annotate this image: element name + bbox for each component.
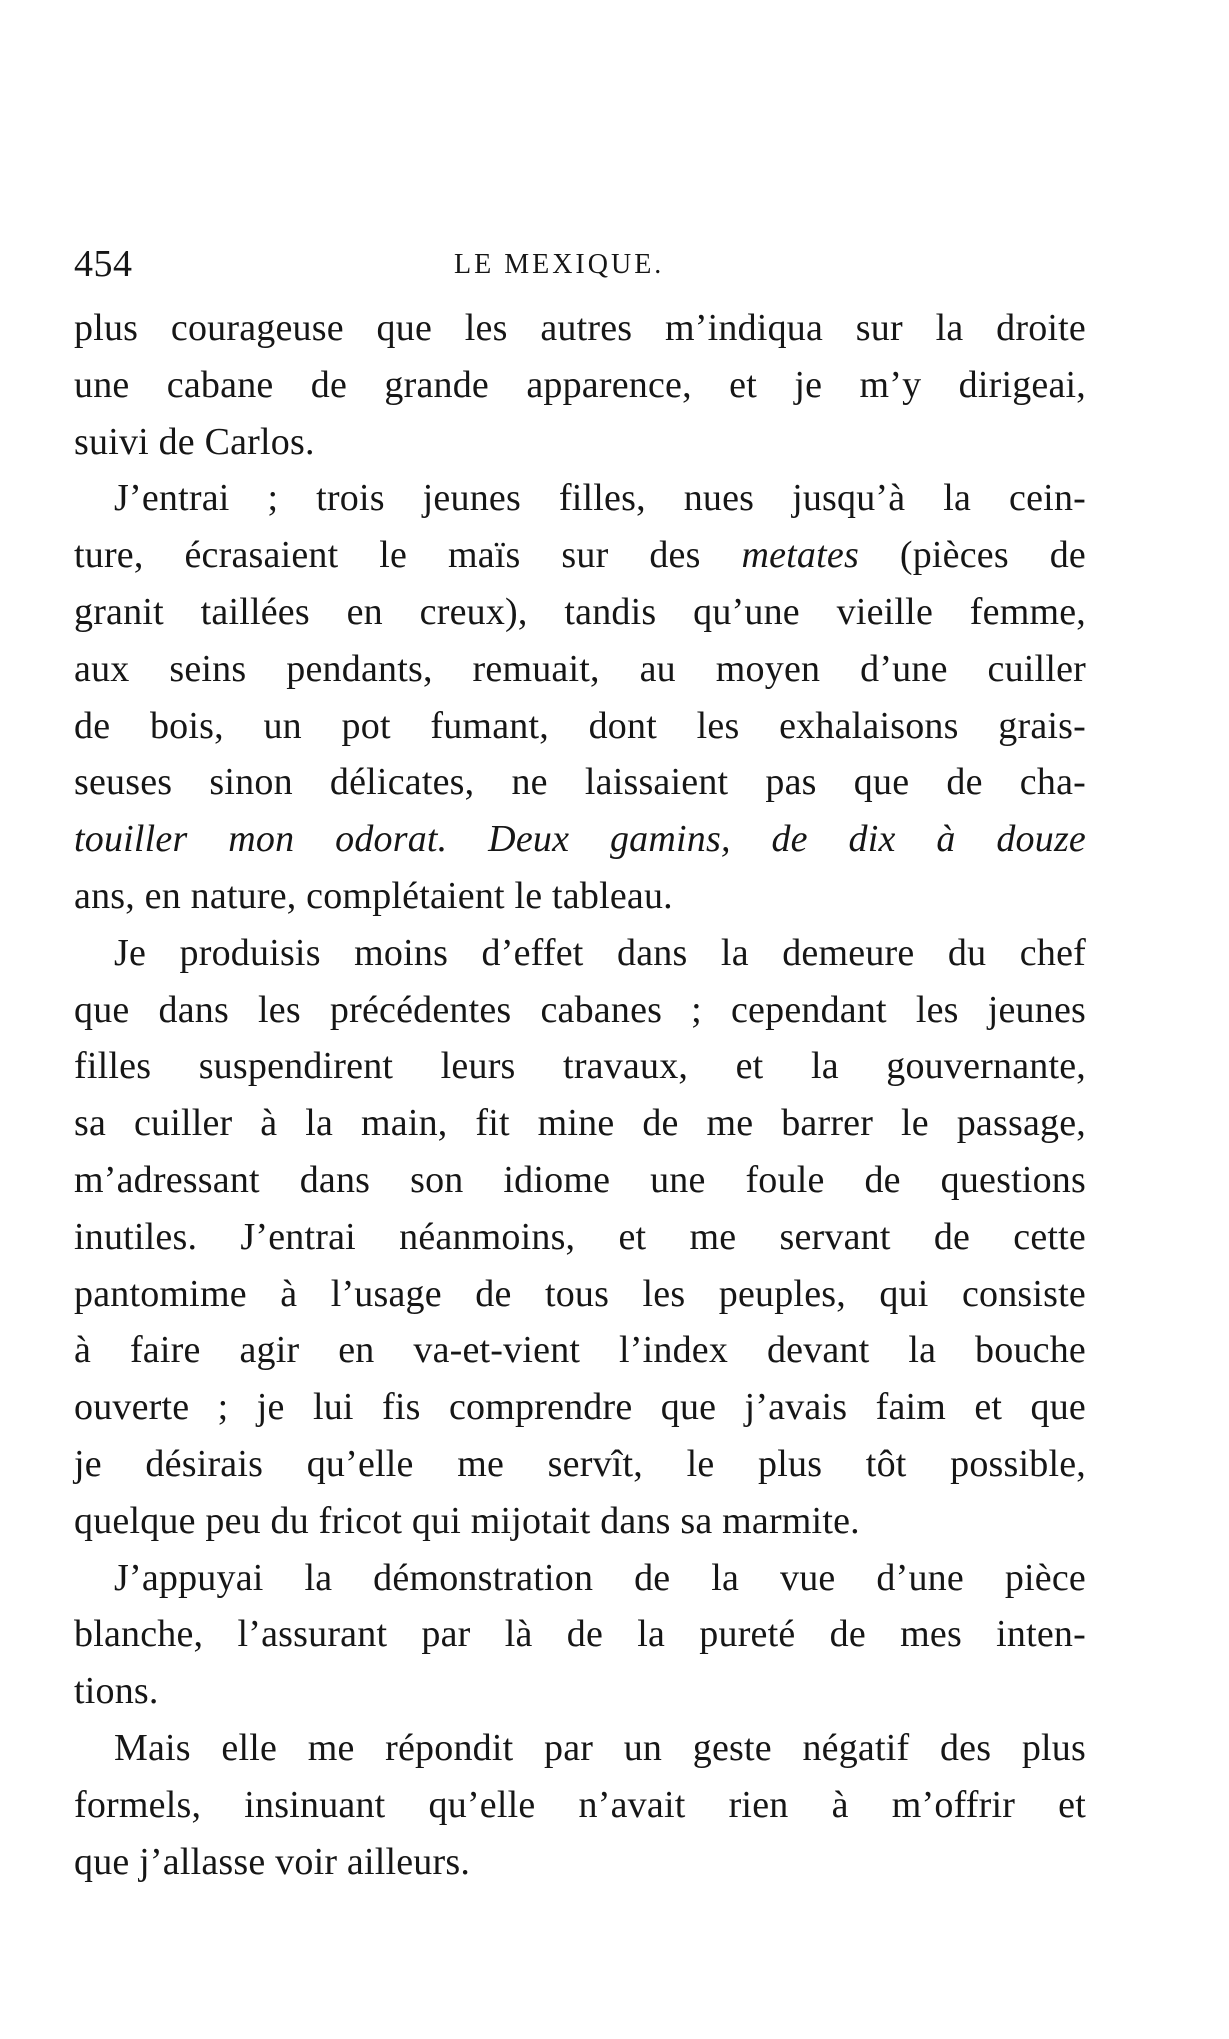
paragraph-5 [74, 1720, 1086, 1890]
text-line: à faire agir en va-et-vient l’index devant la bouche [74, 1329, 1086, 1372]
text-line: ouverte ; je lui fis comprendre que j’avais faim et que [74, 1386, 1086, 1429]
text-line: pantomime à l’usage de tous les peuples, qui consiste [74, 1272, 1086, 1315]
paragraph-2 [74, 470, 1086, 924]
text-line: ans, en nature, complétaient le tableau. [74, 874, 673, 917]
text-line: inutiles. J’entrai néanmoins, et me servant de cette [74, 1215, 1086, 1258]
text-line: seuses sinon délicates, ne laissaient pas que de cha- [74, 761, 1086, 804]
text-line: plus courageuse que les autres m’indiqua sur la droite [74, 307, 1086, 349]
text-segment: (pièces de [899, 534, 1086, 577]
text-segment: ture, écrasaient le maïs sur des [74, 534, 701, 577]
text-line: filles suspendirent leurs travaux, et la gouvernante, [74, 1045, 1086, 1088]
text-line: m’adressant dans son idiome une foule de questions [74, 1158, 1086, 1201]
text-line: une cabane de grande apparence, et je m’y dirigeai, [74, 363, 1086, 406]
text-line: blanche, l’assurant par là de la pureté de mes inten- [74, 1613, 1086, 1656]
text-line: Je produisis moins d’effet dans la demeure du chef [114, 931, 1086, 974]
text-line: Mais elle me répondit par un geste négatif des plus [114, 1726, 1086, 1769]
running-title: LE MEXIQUE. [454, 249, 665, 280]
text-line: suivi de Carlos. [74, 420, 315, 463]
text-line: que j’allasse voir ailleurs. [74, 1840, 471, 1883]
text-line: tions. [74, 1670, 159, 1713]
page-number: 454 [74, 243, 133, 285]
page-header [74, 240, 1074, 288]
text-line: formels, insinuant qu’elle n’avait rien à m’offrir et [74, 1783, 1086, 1826]
text-line: sa cuiller à la main, fit mine de me barrer le passage, [74, 1102, 1086, 1145]
text-line: quelque peu du fricot qui mijotait dans sa marmite. [74, 1499, 860, 1542]
text-line: J’entrai ; trois jeunes filles, nues jusqu’à la cein- [114, 477, 1086, 520]
italic-term: metates [741, 534, 859, 577]
body-text [74, 300, 1086, 1980]
paragraph-3 [74, 925, 1086, 1550]
text-line: J’appuyai la démonstration de la vue d’une pièce [114, 1556, 1086, 1599]
text-line: que dans les précédentes cabanes ; cependant les jeunes [74, 988, 1086, 1031]
text-line: de bois, un pot fumant, dont les exhalaisons grais- [74, 704, 1086, 747]
paragraph-1 [74, 300, 1086, 470]
text-line: touiller mon odorat. Deux gamins, de dix à douze [74, 818, 1086, 861]
text-line: aux seins pendants, remuait, au moyen d’une cuiller [74, 647, 1086, 690]
text-line: granit taillées en creux), tandis qu’une vieille femme, [74, 590, 1086, 633]
text-line-with-italic [74, 527, 1086, 584]
text-line: je désirais qu’elle me servît, le plus tôt possible, [74, 1442, 1086, 1485]
paragraph-4 [74, 1550, 1086, 1720]
